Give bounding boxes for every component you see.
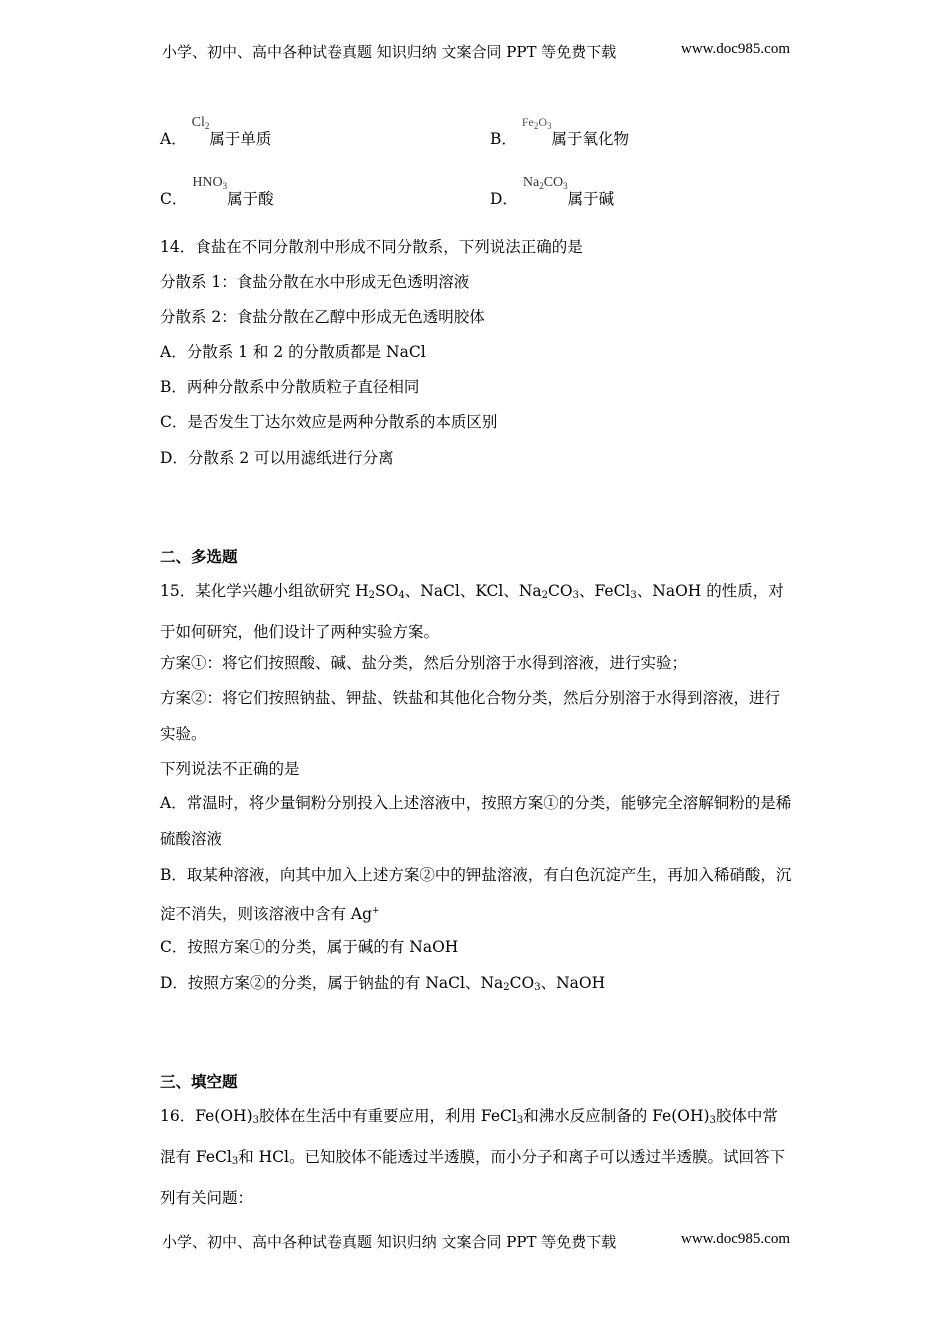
option-letter: D．	[490, 190, 518, 208]
formula-na2co3: $Na_2CO_3$	[522, 175, 568, 191]
q13-option-b	[490, 115, 630, 150]
formula-fe2o3: Fe2O3	[521, 115, 552, 131]
option-letter: B．	[490, 130, 517, 148]
q15-option-c: C．按照方案①的分类，属于碱的有 NaOH	[160, 938, 459, 956]
page-header	[162, 41, 790, 62]
section-fill-blank-title: 三、填空题	[160, 1072, 238, 1091]
option-text: 属于酸	[227, 190, 274, 208]
formula-cl2: $Cl_2$	[191, 115, 210, 131]
q14-stem: 14．食盐在不同分散剂中形成不同分散系，下列说法正确的是	[160, 238, 583, 256]
q15-stem: 15．某化学兴趣小组欲研究 $H_2SO_4$、NaCl、KCl、$Na_2CO_3$、FeCl$_3$、NaOH 的性质，对于如何研究，他们设计了两种实验方案。	[160, 582, 784, 641]
q14-system-1: 分散系 1：食盐分散在水中形成无色透明溶液	[160, 273, 470, 291]
q13-option-d	[490, 175, 615, 210]
q14-option-b: B．两种分散系中分散质粒子直径相同	[160, 378, 420, 396]
q14-system-2: 分散系 2：食盐分散在乙醇中形成无色透明胶体	[160, 308, 485, 326]
q13-option-a	[160, 115, 272, 150]
q14-option-c: C．是否发生丁达尔效应是两种分散系的本质区别	[160, 413, 498, 431]
option-letter: C．	[160, 190, 188, 208]
q15-plan-2: 方案②：将它们按照钠盐、钾盐、铁盐和其他化合物分类，然后分别溶于水得到溶液，进行实验。	[160, 689, 781, 743]
q15-plan-1: 方案①：将它们按照酸、碱、盐分类，然后分别溶于水得到溶液，进行实验；	[160, 654, 688, 672]
page-footer	[162, 1231, 790, 1252]
q15-option-b: B．取某种溶液，向其中加入上述方案②中的钾盐溶液，有白色沉淀产生，再加入稀硝酸，沉淀不消失，则该溶液中含有 Ag+	[160, 866, 792, 923]
footer-site: www.doc985.com	[680, 1231, 790, 1247]
q14-option-d: D．分散系 2 可以用滤纸进行分离	[160, 449, 394, 467]
header-site: www.doc985.com	[680, 41, 790, 57]
footer-text: 小学、初中、高中各种试卷真题 知识归纳 文案合同 PPT 等免费下载	[162, 1233, 617, 1251]
q15-option-a: A．常温时，将少量铜粉分别投入上述溶液中，按照方案①的分类，能够完全溶解铜粉的是稀硫酸溶液	[160, 794, 792, 848]
option-text: 属于碱	[567, 190, 615, 208]
q15-option-d: D．按照方案②的分类，属于钠盐的有 NaCl、$Na_2CO_3$、NaOH	[160, 974, 606, 993]
header-text: 小学、初中、高中各种试卷真题 知识归纳 文案合同 PPT 等免费下载	[162, 43, 617, 61]
q16-stem: 16．$Fe(OH)_3$胶体在生活中有重要应用，利用 FeCl$_3$和沸水反应制备的 $Fe(OH)_3$胶体中常混有 FeCl$_3$和 HCl。已知胶体不能透过半透膜，而小分子和离子可以透过半透膜。试回答下列有关问题：	[160, 1107, 785, 1207]
section-multiple-choice-title: 二、多选题	[160, 547, 238, 566]
q15-question: 下列说法不正确的是	[160, 760, 300, 778]
q14-option-a: A．分散系 1 和 2 的分散质都是 NaCl	[160, 343, 426, 361]
option-text: 属于氧化物	[551, 130, 630, 148]
option-letter: A．	[160, 130, 187, 148]
option-text: 属于单质	[209, 130, 272, 148]
formula-hno3: $HNO_3$	[192, 175, 228, 191]
q13-option-c	[160, 175, 274, 210]
